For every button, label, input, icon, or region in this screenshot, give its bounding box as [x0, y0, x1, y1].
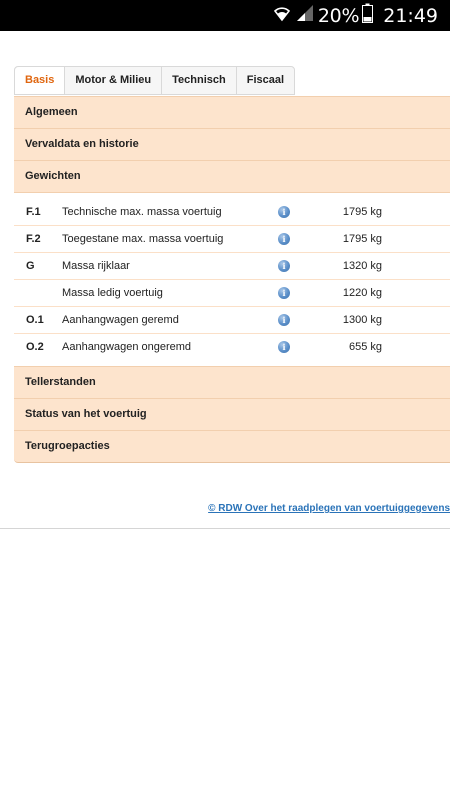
- section-tellerstanden[interactable]: Tellerstanden: [14, 366, 450, 399]
- section-algemeen[interactable]: Algemeen: [14, 96, 450, 129]
- row-value: 1220 kg: [342, 287, 382, 299]
- section-vervaldata[interactable]: Vervaldata en historie: [14, 129, 450, 161]
- tab-motor-milieu[interactable]: Motor & Milieu: [65, 67, 162, 94]
- table-row: [14, 280, 450, 307]
- info-icon[interactable]: i: [278, 233, 290, 245]
- footer-divider: [0, 528, 450, 529]
- table-row: [14, 199, 450, 226]
- status-bar: [0, 0, 450, 31]
- row-value: 1795 kg: [342, 233, 382, 245]
- battery-icon: [362, 3, 373, 28]
- tab-technisch[interactable]: Technisch: [162, 67, 237, 94]
- table-row: [14, 334, 450, 360]
- status-bar-right: [272, 0, 438, 31]
- row-code: F.1: [26, 206, 41, 218]
- weights-table: [14, 193, 450, 366]
- section-terugroepacties[interactable]: Terugroepacties: [14, 431, 450, 463]
- info-icon[interactable]: i: [278, 314, 290, 326]
- tab-fiscaal[interactable]: Fiscaal: [237, 67, 294, 94]
- info-icon[interactable]: i: [278, 260, 290, 272]
- row-label: Aanhangwagen ongeremd: [62, 341, 192, 353]
- row-value: 655 kg: [348, 341, 382, 353]
- row-code: G: [26, 260, 35, 272]
- row-code: F.2: [26, 233, 41, 245]
- row-label: Aanhangwagen geremd: [62, 314, 179, 326]
- vehicle-panel: [14, 96, 450, 463]
- row-label: Toegestane max. massa voertuig: [62, 233, 224, 245]
- info-icon[interactable]: i: [278, 206, 290, 218]
- row-value: 1795 kg: [342, 206, 382, 218]
- table-row: [14, 307, 450, 334]
- section-status-voertuig[interactable]: Status van het voertuig: [14, 399, 450, 431]
- signal-icon: [296, 4, 314, 27]
- row-value: 1320 kg: [342, 260, 382, 272]
- row-code: O.2: [26, 341, 44, 353]
- row-value: 1300 kg: [342, 314, 382, 326]
- wifi-icon: [272, 3, 292, 28]
- table-row: [14, 253, 450, 280]
- tab-basis[interactable]: Basis: [15, 67, 65, 94]
- row-code: O.1: [26, 314, 44, 326]
- row-label: Massa rijklaar: [62, 260, 130, 272]
- info-icon[interactable]: i: [278, 287, 290, 299]
- info-icon[interactable]: i: [278, 341, 290, 353]
- row-label: Massa ledig voertuig: [62, 287, 163, 299]
- battery-percentage: 20%: [317, 4, 360, 27]
- clock: 21:49: [383, 4, 438, 27]
- tab-bar: [14, 66, 295, 95]
- table-row: [14, 226, 450, 253]
- rdw-footer-link[interactable]: © RDW Over het raadplegen van voertuiggegevens: [208, 503, 450, 514]
- row-label: Technische max. massa voertuig: [62, 206, 222, 218]
- section-gewichten[interactable]: Gewichten: [14, 161, 450, 193]
